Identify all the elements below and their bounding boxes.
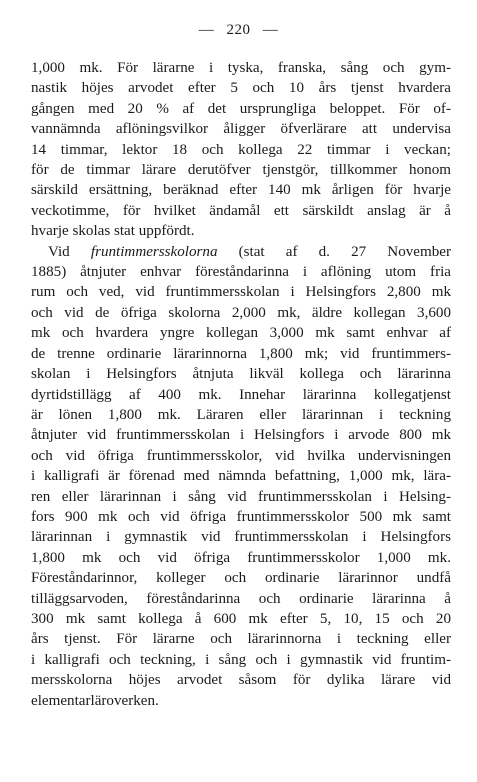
text-line: dyrtidstillägg af 400 mk. Innehar lärarinna kollegatjenst	[31, 386, 451, 403]
text-line: 1885) åtnjuter enhvar föreståndarinna i aflöning utom fria	[31, 264, 451, 281]
text-line: Föreståndarinnor, kolleger och ordinarie lärarinnor undfå	[31, 570, 451, 587]
text-line: vannämnda aflöningsvilkor åligger öfverlärare att undervisa	[31, 121, 451, 138]
header-dash-right: —	[262, 22, 279, 38]
header-dash-left: —	[198, 22, 215, 38]
text-line: för de timmar lärare derutöfver tjenstgör, tillkommer honom	[31, 162, 451, 179]
text-line: och vid de öfriga skolorna 2,000 mk, äldre kollegan 3,600	[31, 304, 451, 321]
paragraph-fruntimmersskolorna	[31, 242, 451, 711]
text-line: mk och hvardera yngre kollegan 3,000 mk samt enhvar af	[31, 325, 451, 342]
text-line: ren eller lärarinnan i sång vid fruntimmersskolan i Helsing-	[31, 488, 451, 505]
text-line: de trenne ordinarie lärarinnorna 1,800 mk; vid fruntimmers-	[31, 345, 451, 362]
text-line: i kalligrafi är förenad med nämnda befattning, 1,000 mk, lära-	[31, 468, 451, 485]
text-line: skolan i Helsingfors åtnjuta likväl kollega och lärarinna	[31, 366, 451, 383]
page-header	[0, 22, 477, 39]
text-line: särskild ersättning, beräknad efter 140 mk årligen för hvarje	[31, 182, 451, 199]
text-line: tilläggsarvoden, föreståndarinna och ordinarie lärarinna å	[31, 590, 451, 607]
text-line: 14 timmar, lektor 18 och kollega 22 timmar i veckan;	[31, 141, 451, 158]
text-line: nastik höjes arvodet efter 5 och 10 års tjenst hvardera	[31, 80, 451, 97]
text-line: 1,000 mk. För lärarne i tyska, franska, sång och gym-	[31, 60, 451, 76]
paragraph-salary-terms	[31, 58, 451, 242]
text-fragment: (stat af d. 27 November	[217, 243, 451, 260]
text-line: i kalligrafi och teckning, i sång och i gymnastik vid fruntim-	[31, 651, 451, 668]
text-line: elementarläroverken.	[31, 692, 159, 709]
text-line: åtnjuter vid fruntimmersskolan i Helsingfors i arvode 800 mk	[31, 427, 451, 444]
text-line: mersskolorna höjes arvodet såsom för dylika lärare vid	[31, 672, 451, 689]
text-line: 300 mk samt kollega å 600 mk efter 5, 10, 15 och 20	[31, 610, 451, 627]
text-line: och vid öfriga fruntimmersskolor, vid hvilka undervisningen	[31, 447, 451, 464]
text-line: fors 900 mk och vid öfriga fruntimmersskolor 500 mk samt	[31, 508, 451, 525]
text-line-first	[31, 242, 451, 262]
text-line: 1,800 mk och vid öfriga fruntimmersskolor 1,000 mk.	[31, 549, 451, 566]
text-line: rum och ved, vid fruntimmersskolan i Helsingfors 2,800 mk	[31, 284, 451, 301]
text-line: gången med 20 % af det ursprungliga beloppet. För of-	[31, 100, 451, 117]
text-line: är lönen 1,800 mk. Läraren eller lärarinnan i teckning	[31, 406, 451, 423]
text-line: års tjenst. För lärarne och lärarinnorna i teckning eller	[31, 631, 451, 648]
italic-term: fruntimmersskolorna	[90, 243, 218, 260]
text-line: hvarje skolas stat uppfördt.	[31, 223, 195, 240]
text-line: lärarinnan i gymnastik vid fruntimmersskolan i Helsingfors	[31, 529, 451, 546]
body-text	[31, 58, 451, 711]
page-number: 220	[226, 22, 251, 38]
text-fragment: Vid	[48, 243, 91, 260]
text-line: veckotimme, för hvilket ändamål ett särskildt anslag är å	[31, 202, 451, 219]
